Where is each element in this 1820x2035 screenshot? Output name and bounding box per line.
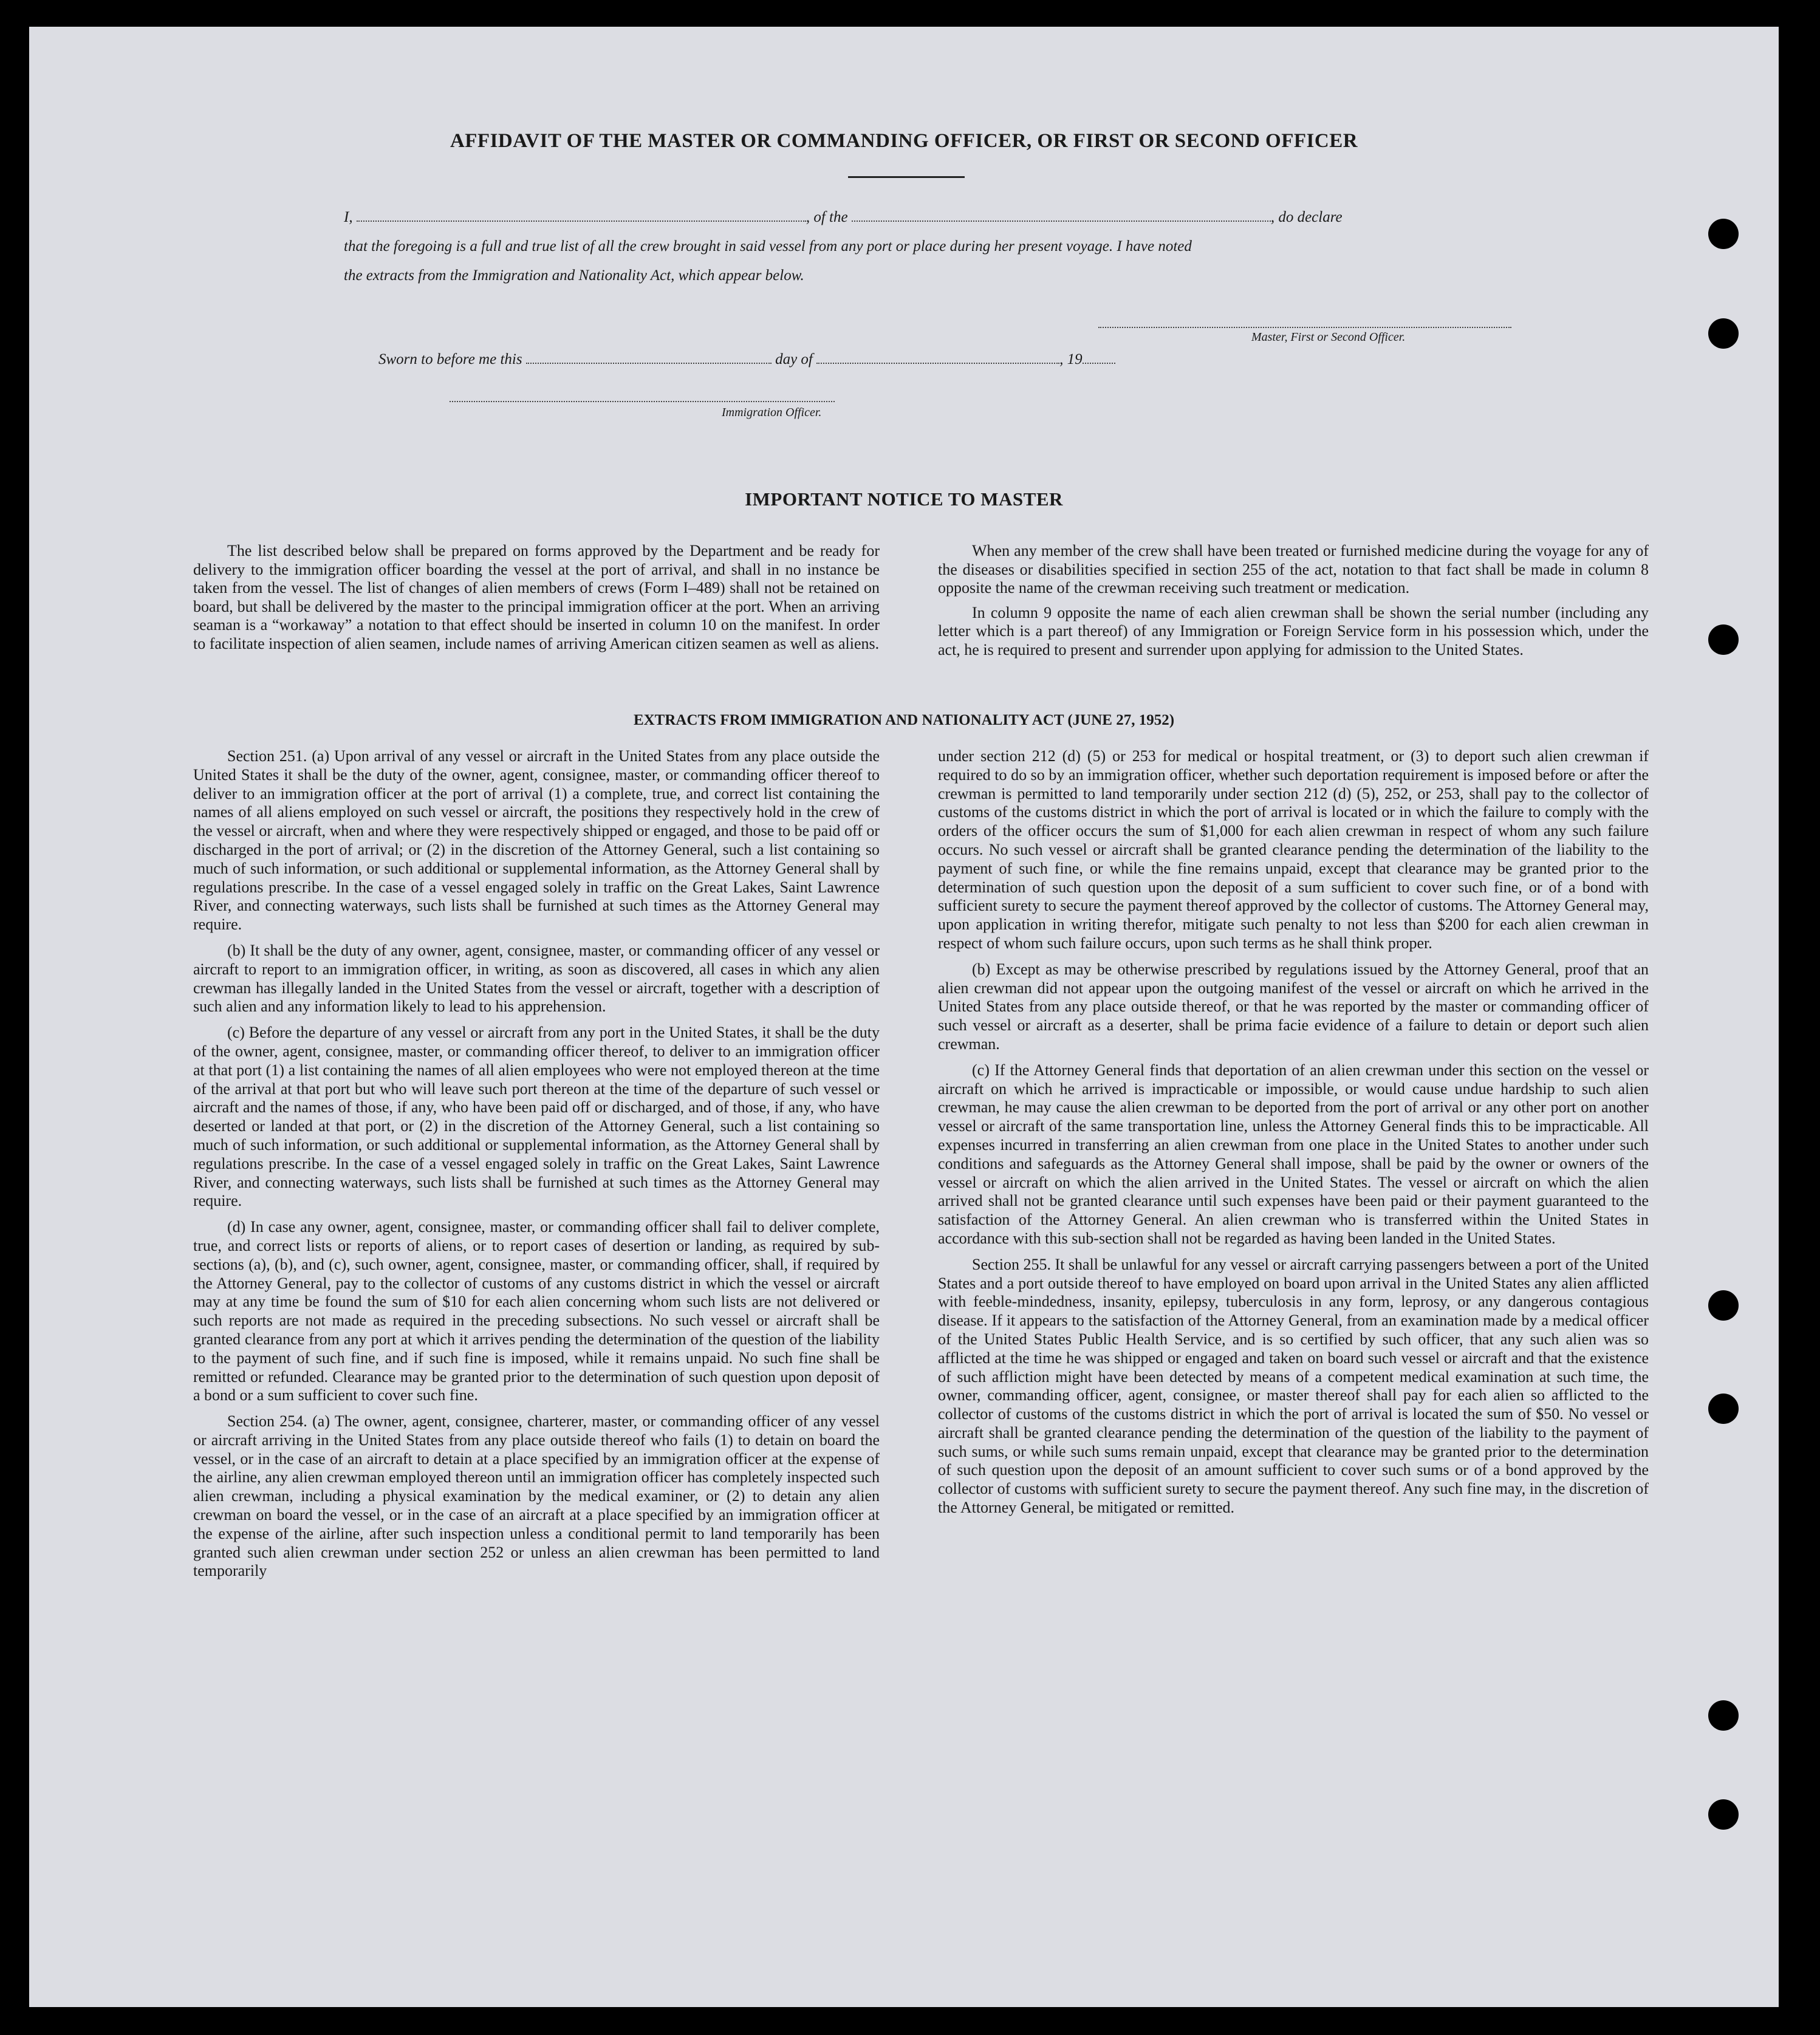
affidavit-line-1 xyxy=(344,209,1498,226)
document-page xyxy=(29,27,1779,2007)
punch-hole xyxy=(1708,1394,1739,1424)
of-the-label: , of the xyxy=(806,209,848,225)
name-field[interactable] xyxy=(357,210,806,222)
affidavit-title: AFFIDAVIT OF THE MASTER OR COMMANDING OFFICER, OR FIRST OR SECOND OFFICER xyxy=(450,130,1358,152)
act-section: (d) In case any owner, agent, consignee, master, or commanding officer shall fail to deliver complete, true, and correct lists or reports of aliens, or to report cases of desertion or landing, as required by sub-sections (a), (b), and (c), such owner, agent, consignee, master, or commanding officer, shall, if required by the Attorney General, pay to the collector of customs of any customs district in which the vessel or aircraft may at any time be found the sum of $10 for each alien concerning whom such lists are not delivered or such reports are not made as required in the preceding subsections. No such vessel or aircraft shall be granted clearance from any port at which it arrives pending the determination of the question of the liability to the payment of such fine, and if such fine is imposed, while it remains unpaid. No such fine shall be remitted or refunded. Clearance may be granted prior to the determination of such question upon deposit of a bond or a sum sufficient to cover such fine. xyxy=(193,1218,880,1404)
sworn-label: Sworn to before me this xyxy=(378,351,522,368)
master-signature-line[interactable] xyxy=(1098,327,1511,328)
vessel-field[interactable] xyxy=(852,210,1271,222)
notice-paragraph: When any member of the crew shall have been treated or furnished medicine during the voyage for any of the diseases or disabilities specified in section 255 of the act, notation to that fact shall be made in column 8 opposite the name of the crewman receiving such treatment or medication. xyxy=(938,542,1649,597)
officer-signature-label: Immigration Officer. xyxy=(722,406,822,419)
act-section: Section 251. (a) Upon arrival of any vessel or aircraft in the United States from any place outside the United States it shall be the duty of the owner, agent, consignee, master, or commanding officer thereof to deliver to an immigration officer at the port of arrival (1) a complete, true, and correct list containing the names of all aliens employed on such vessel or aircraft, the positions they respectively hold in the crew of the vessel or aircraft, when and where they were respectively shipped or engaged, and those to be paid off or discharged in the port of arrival; or (2) in the discretion of the Attorney General, such a list containing so much of such information, or such additional or supplemental information, as the Attorney General shall by regulations prescribe. In the case of a vessel engaged solely in traffic on the Great Lakes, Saint Lawrence River, and connecting waterways, such lists shall be furnished at such times as the Attorney General may require. xyxy=(193,747,880,934)
master-signature-label: Master, First or Second Officer. xyxy=(1251,330,1406,344)
act-section: (b) Except as may be otherwise prescribed by regulations issued by the Attorney General, proof that an alien crewman did not appear upon the outgoing manifest of the vessel or aircraft on which he arrived in the United States from any place outside thereof, or that he was reported by the master or commanding officer of such vessel or aircraft as a deserter, shall be prima facie evidence of a failure to detain or deport such alien crewman. xyxy=(938,960,1649,1053)
notice-paragraph: In column 9 opposite the name of each alien crewman shall be shown the serial number (including any letter which is a part thereof) of any Immigration or Foreign Service form in his possession which, under the act, he is required to present and surrender upon applying for admission to the United States. xyxy=(938,603,1649,658)
act-section: Section 254. (a) The owner, agent, consignee, charterer, master, or commanding officer of any vessel or aircraft arriving in the United States from any place outside thereof who fails (1) to detain on board the vessel, or in the case of an aircraft to detain at a place specified by an immigration officer at the expense of the airline, any alien crewman employed thereon until an immigration officer has completely inspected such alien crewman, including a physical examination by the medical examiner, or (2) to detain any alien crewman on board the vessel, or in the case of an aircraft at a place specified by an immigration officer at the expense of the airline, after such inspection unless a conditional permit to land temporarily has been granted such alien crewman under section 252 or unless an alien crewman has been permitted to land temporarily xyxy=(193,1412,880,1580)
notice-paragraph: The list described below shall be prepared on forms approved by the Department and be ready for delivery to the immigration officer boarding the vessel at the port of arrival, and shall in no instance be taken from the vessel. The list of changes of alien members of crews (Form I–489) shall not be retained on board, but shall be delivered by the master to the principal immigration officer at the port. When an arriving seaman is a “workaway” a notation to that effect should be inserted in column 10 on the manifest. In order to facilitate inspection of alien seamen, include names of arriving American citizen seamen as well as aliens. xyxy=(193,542,880,652)
punch-hole xyxy=(1708,219,1739,249)
notice-title: IMPORTANT NOTICE TO MASTER xyxy=(745,488,1063,510)
extracts-right-column xyxy=(938,747,1649,1525)
punch-hole xyxy=(1708,624,1739,655)
act-section: (c) Before the departure of any vessel or aircraft from any port in the United States, it shall be the duty of the owner, agent, consignee, master, or commanding officer thereof, to deliver to an immigration officer at that port (1) a list containing the names of all alien employees who were not employed thereon at the time of the arrival at that port but who will leave such port thereon at the time of the departure of such vessel or aircraft and the names of those, if any, who have been paid off or discharged, and of those, if any, who have deserted or landed at that port, or (2) in the discretion of the Attorney General, such a list containing so much of such information, or such additional or supplemental information, as the Attorney General shall by regulations prescribe. In the case of a vessel engaged solely in traffic on the Great Lakes, Saint Lawrence River, and connecting waterways, such lists shall be furnished at such times as the Attorney General may require. xyxy=(193,1024,880,1210)
day-of-label: day of xyxy=(775,351,813,368)
notice-right-column xyxy=(938,542,1649,665)
affidavit-line-3: the extracts from the Immigration and Nationality Act, which appear below. xyxy=(344,267,804,284)
sworn-day-field[interactable] xyxy=(526,352,771,364)
extracts-title: EXTRACTS FROM IMMIGRATION AND NATIONALITY ACT (JUNE 27, 1952) xyxy=(633,712,1175,728)
punch-hole xyxy=(1708,318,1739,349)
punch-hole xyxy=(1708,1700,1739,1731)
punch-hole xyxy=(1708,1799,1739,1830)
sworn-month-field[interactable] xyxy=(816,352,1059,364)
officer-signature-line[interactable] xyxy=(450,401,835,402)
act-section: (b) It shall be the duty of any owner, agent, consignee, master, or commanding officer of any vessel or aircraft to report to an immigration officer, in writing, as soon as discovered, all cases in which any alien crewman has illegally landed in the United States from the vessel or aircraft, together with a description of such alien and any information likely to lead to his apprehension. xyxy=(193,941,880,1016)
notice-left-column xyxy=(193,542,880,659)
affidavit-i-label: I, xyxy=(344,209,353,225)
declare-label: , do declare xyxy=(1270,209,1343,225)
extracts-left-column xyxy=(193,747,880,1588)
sworn-line xyxy=(378,351,1115,368)
year-prefix: , 19 xyxy=(1059,351,1083,368)
act-section: (c) If the Attorney General finds that deportation of an alien crewman under this section on the vessel or aircraft on which he arrived is impracticable or impossible, or would cause undue hardship to such alien crewman, he may cause the alien crewman to be deported from the port of arrival or any other port on another vessel or aircraft of the same transportation line, unless the Attorney General finds this to be impracticable. All expenses incurred in transferring an alien crewman from one place in the United States to another under such conditions and safeguards as the Attorney General shall impose, shall be paid by the owner or owners of the vessel or aircraft on which the alien arrived in the United States. The vessel or aircraft on which the alien arrived shall not be granted clearance until such expenses have been paid or their payment guaranteed to the satisfaction of the Attorney General. An alien crewman who is transferred within the United States in accordance with this sub-section shall not be regarded as having been landed in the United States. xyxy=(938,1061,1649,1247)
affidavit-line-2: that the foregoing is a full and true list of all the crew brought in said vessel from any port or place during her present voyage. I have noted xyxy=(344,238,1192,255)
sworn-year-field[interactable] xyxy=(1083,352,1115,364)
act-section: Section 255. It shall be unlawful for any vessel or aircraft carrying passengers between a port of the United States and a port outside thereof to have employed on board upon arrival in the United States any alien afflicted with feeble-mindedness, insanity, epilepsy, tuberculosis in any form, leprosy, or any dangerous contagious disease. If it appears to the satisfaction of the Attorney General, from an examination made by a medical officer of the United States Public Health Service, and is so certified by such officer, that any such alien was so afflicted at the time he was shipped or engaged and taken on board such vessel or aircraft and that the existence of such affliction might have been detected by means of a competent medical examination at such time, the owner, commanding officer, agent, consignee, or master thereof shall pay for each alien so afflicted to the collector of customs of the customs district in which the port of arrival is located the sum of $50. No vessel or aircraft shall be granted clearance pending the determination of the question of the liability to the payment of such sums, or while such sums remain unpaid, except that clearance may be granted prior to the determination of such question upon the deposit of an amount sufficient to cover such sums or of a bond approved by the collector of customs with sufficient surety to secure the payment thereof. Any such fine may, in the discretion of the Attorney General, be mitigated or remitted. xyxy=(938,1255,1649,1517)
punch-hole xyxy=(1708,1290,1739,1321)
act-section: under section 212 (d) (5) or 253 for medical or hospital treatment, or (3) to deport such alien crewman if required to do so by an immigration officer, whether such deportation requirement is imposed before or after the crewman is permitted to land temporarily under section 212 (d) (5), 252, or 253, shall pay to the collector of customs of the customs district in which the port of arrival is located or in which the failure to comply with the orders of the officer occurs the sum of $1,000 for each alien crewman in respect of whom any such failure occurs. No such vessel or aircraft shall be granted clearance pending the determination of the liability to the payment of such fine, or while the fine remains unpaid, except that clearance may be granted prior to the determination of such question upon the deposit of a sum sufficient to cover such fine, or of a bond with sufficient surety to secure the payment thereof approved by the collector of customs. The Attorney General may, upon application in writing therefor, mitigate such penalty to not less than $200 for each alien crewman in respect of whom such failure occurs, upon such terms as he shall think proper. xyxy=(938,747,1649,952)
title-rule xyxy=(848,176,965,178)
